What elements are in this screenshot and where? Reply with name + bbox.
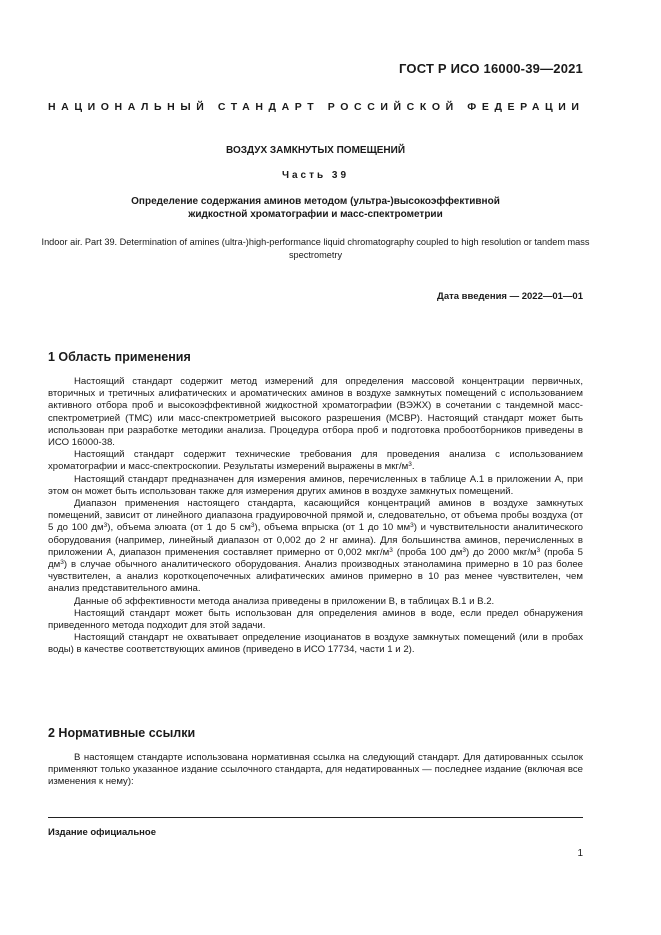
document-title: ВОЗДУХ ЗАМКНУТЫХ ПОМЕЩЕНИЙ (225, 145, 406, 156)
section-1-heading: 1 Область применения (48, 350, 191, 364)
paragraph: Настоящий стандарт может быть использован для определения аминов в воде, если предел обнаружения приведенного метода подходит для этой задачи. (48, 607, 583, 632)
paragraph: Настоящий стандарт содержит технические требования для проведения анализа с использованием хроматографии и масс-спектроскопии. Результаты измерений выражены в мкг/$м^3$. (48, 449, 583, 473)
paragraph: В настоящем стандарте использована нормативная ссылка на следующий стандарт. Для датированных ссылок применяют только указанное издание ссылочного стандарта, для недатированных — последнее издание (включая все изменения к нему): (48, 752, 583, 788)
page-number: 1 (577, 848, 583, 859)
standard-number: ГОСТ Р ИСО 16000-39—2021 (398, 61, 583, 76)
paragraph: Настоящий стандарт предназначен для измерения аминов, перечисленных в таблице А.1 в приложении А, при этом он может быть использован также для измерения других аминов в воздухе замкнутых помещений. (48, 473, 583, 497)
footer-divider (48, 817, 583, 818)
section-2-heading: 2 Нормативные ссылки (48, 726, 196, 740)
part-label: Часть 39 (281, 170, 350, 181)
subtitle-line-2: жидкостной хроматографии и масс-спектрометрии (188, 209, 443, 220)
paragraph: Настоящий стандарт содержит метод измерений для определения массовой концентрации первичных, вторичных и третичных алифатических и ароматических аминов в воздухе замкнутых помещений с использованием активного отбора проб и высокоэффективной жидкостной хроматографии (ВЭЖХ) в сочетании с тандемной масс-спектрометрией (ТМС) или масс-спектрометрией высокого разрешения (МСВР). Настоящий стандарт может быть использован при разработке методики анализа. Процедура отбора проб и подготовка пробоотборников приведены в ИСО 16000-38. (48, 376, 583, 449)
document-subtitle (78, 195, 553, 221)
subtitle-line-1: Определение содержания аминов методом (ультра-)высокоэффективной (131, 196, 500, 207)
paragraph: Диапазон применения настоящего стандарта, касающийся концентраций аминов в воздухе замкнутых помещений, зависит от линейного диапазона градуировочной прямой и, следовательно, от объема пробы воздуха (от 5 до 100 $дм^3$), объема элюата (от 1 до 5 $см^3$), объема впрыска (от 1 до 10 $мм^3$) и чувствительности аналитического оборудования (например, линейный диапазон от 0,002 до 2 нг амина). Для большинства аминов, перечисленных в приложении А, диапазон применения составляет примерно от 0,002 мкг/$м^3$ (проба 100 $дм^3$) до 2000 мкг/$м^3$ (проба 5 $дм^3$) в случае обычного аналитического оборудования. Анализ производных этаноламина примерно в 10 раз более чувствителен, а анализ короткоцепочечных алифатических аминов примерно в 10 раз менее чувствителен, чем анализ представительного амина. (48, 498, 584, 595)
introduction-date: Дата введения — 2022—01—01 (437, 291, 583, 302)
official-edition-label: Издание официальное (48, 827, 156, 838)
paragraph: Данные об эффективности метода анализа приведены в приложении В, в таблицах В.1 и В.2. (74, 595, 495, 607)
section-1-body (48, 376, 583, 657)
national-standard-heading: НАЦИОНАЛЬНЫЙ СТАНДАРТ РОССИЙСКОЙ ФЕДЕРАЦИИ (48, 101, 585, 113)
paragraph: Настоящий стандарт не охватывает определение изоцианатов в воздухе замкнутых помещений (или в пробах воды) в качестве соответствующих аминов (приведено в ИСО 17734, части 1 и 2). (48, 632, 583, 656)
section-2-body (48, 752, 583, 789)
english-title: Indoor air. Part 39. Determination of amines (ultra-)high-performance liquid chromatography coupled to high resolution or tandem mass spectrometry (41, 237, 590, 260)
